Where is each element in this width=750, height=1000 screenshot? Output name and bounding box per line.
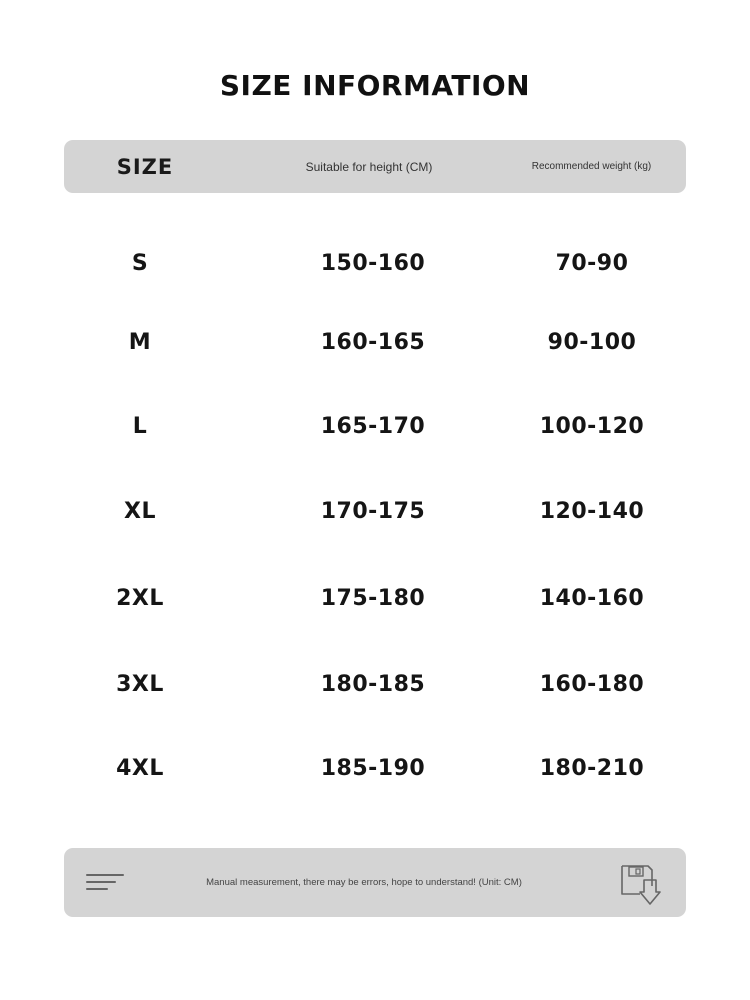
size-cell: XL xyxy=(124,499,156,524)
height-cell: 180-185 xyxy=(320,672,426,697)
size-cell: M xyxy=(128,330,152,355)
height-cell: 175-180 xyxy=(320,586,426,611)
weight-cell: 120-140 xyxy=(539,499,645,524)
height-cell: 170-175 xyxy=(320,499,426,524)
header-weight-label: Recommended weight (kg) xyxy=(531,161,652,172)
weight-cell: 70-90 xyxy=(555,251,629,276)
weight-cell: 100-120 xyxy=(539,414,645,439)
weight-cell: 180-210 xyxy=(539,756,645,781)
download-icon xyxy=(620,864,664,906)
height-cell: 165-170 xyxy=(320,414,426,439)
size-cell: L xyxy=(132,414,148,439)
table-row xyxy=(0,407,750,447)
weight-cell: 90-100 xyxy=(547,330,637,355)
weight-cell: 140-160 xyxy=(539,586,645,611)
table-row xyxy=(0,579,750,619)
height-cell: 185-190 xyxy=(320,756,426,781)
header-size-label: SIZE xyxy=(116,154,174,179)
footer-bar xyxy=(64,848,686,917)
size-cell: 2XL xyxy=(116,586,164,611)
size-cell: 4XL xyxy=(116,756,164,781)
footer-note: Manual measurement, there may be errors, hope to understand! (Unit: CM) xyxy=(206,877,522,888)
height-cell: 150-160 xyxy=(320,251,426,276)
size-cell: S xyxy=(131,251,149,276)
table-row xyxy=(0,749,750,789)
table-row xyxy=(0,244,750,284)
header-height-label: Suitable for height (CM) xyxy=(305,159,433,174)
table-row xyxy=(0,665,750,705)
size-cell: 3XL xyxy=(116,672,164,697)
menu-lines-icon xyxy=(86,872,126,892)
table-row xyxy=(0,323,750,363)
table-row xyxy=(0,492,750,532)
height-cell: 160-165 xyxy=(320,330,426,355)
page-title: SIZE INFORMATION xyxy=(219,69,531,102)
weight-cell: 160-180 xyxy=(539,672,645,697)
